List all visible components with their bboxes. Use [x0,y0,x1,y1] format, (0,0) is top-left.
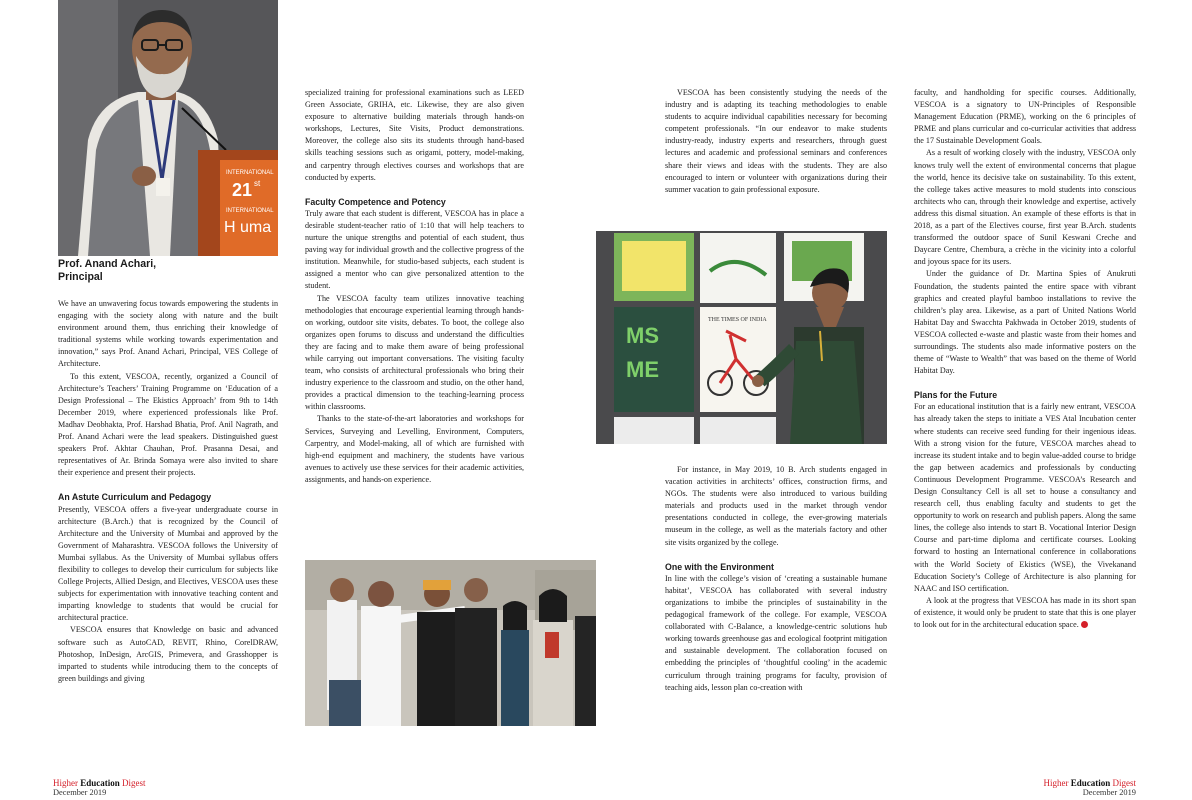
column-4 [914,87,1136,631]
caption-title: Principal [58,271,103,283]
paragraph: Presently, VESCOA offers a five-year undergraduate course in architecture (B.Arch.) that is recognized by the Council of Architecture and the University of Mumbai and approved by the Government of Maharashtra. VESCOA follows the University of Mumbai syllabus. As the University of Mumbai syllabus offers flexibility to colleges to develop their curriculum for subjects like College Projects, Allied Design, and Electives, VESCOA uses these subjects for experimentation with innovative teaching content and imparting knowledge to students that would be crucial for architectural practice. [58,504,278,623]
brand-name-part: Higher [53,778,78,788]
podium-text-1: INTERNATIONAL [226,170,274,176]
podium-text-2: 21 [232,180,253,200]
poster-text-times: THE TIMES OF INDIA [708,317,767,323]
section-heading: Faculty Competence and Potency [305,196,446,207]
poster-text-me: ME [626,357,659,382]
poster-exhibit-photo [596,231,887,444]
paragraph: faculty, and handholding for specific courses. Additionally, VESCOA is a signatory to UN-Principles of Responsible Management Education (PRME), working on the 6 principles of PRME and plans curricular and co-curricular activities that address the 17 Sustainable Development Goals. [914,88,1136,146]
paragraph: For an educational institution that is a fairly new entrant, VESCOA has already taken the steps to initiate a VES Atal Incubation center where students can receive seed funding for their ingenious ideas. With a strong vision for the future, VESCOA marches ahead to increase its student intake and to begin value-added course to bridge the gap between academics and professionals by conducting Continuous Development Programme. VESCOA’s Research and Design Consultancy Cell is all set to house a consultancy and research cell, thus enabling faculty and students to get the opportunity to work on research and publish papers. Along the same lines, the college also intends to start B. Vocational Interior Design Course and part-time diploma and certificate courses. Looking forward to hosting an International conference in collaborations with the World Society of Ekistics (WSE), the Vivekanand Education Society’s College of Architecture is also planning for NAAC and ISO certification. [914,402,1136,593]
footer-right [1043,778,1136,798]
paragraph: VESCOA ensures that Knowledge on basic and advanced software such as AutoCAD, REVIT, Rhino, CorelDRAW, Photoshop, InDesign, ArcGIS, Primevera, and Grasshopper is imparted to students while introducing them to the concepts of green buildings and giving [58,625,278,683]
paragraph: Truly aware that each student is different, VESCOA has in place a desirable student-teacher ratio of 1:10 that will help teachers to nurture the unique strengths and potential of each student, thus paving way for individual growth and the collective progress of the institution. Meanwhile, for studio-based subjects, each student is assigned a mentor who can give personalized attention to the student. [305,208,524,291]
issue-date: December 2019 [1082,788,1136,797]
paragraph: For instance, in May 2019, 10 B. Arch students engaged in vacation activities in architects’ offices, construction firms, and NGOs. The students were also introduced to various building materials and products used in the market through vendor presentations conducted in college, the ever-growing materials museum in the college, as well as the materials factory and other site visits organized by the college. [665,465,887,547]
brand-name-part: Digest [1112,778,1136,788]
paragraph: VESCOA has been consistently studying the needs of the industry and is adapting its teaching methodologies to enable students to acquire individual capabilities necessary for becoming competent professionals. “In our endeavor to make students industry-ready, industry experts and researchers, through guest lectures and academic and professional seminars and conferences share their views and ideas with the students. They are also encouraged to intern or volunteer with organizations during their summer vacation to gain professional exposure. [665,88,887,194]
podium-text-5: H uma [224,219,272,236]
issue-date: December 2019 [53,788,107,797]
closing-paragraph [914,595,1136,631]
paragraph: Thanks to the state-of-the-art laboratories and workshops for Services, Surveying and Levelling, Environment, Computers, Carpentry, and Model-making, all of which are furnished with high-end equipment and machinery, the students have various avenues to actively use these services for their academic activities, assignments, and hands-on experience. [305,414,524,484]
photo-caption [58,258,156,284]
poster-text-ms: MS [626,323,659,348]
brand-name-part: Digest [122,778,146,788]
section-heading: One with the Environment [665,561,774,572]
section-heading: Plans for the Future [914,390,998,401]
section-heading: An Astute Curriculum and Pedagogy [58,492,212,503]
footer-left [53,778,146,798]
principal-photo [58,0,278,256]
paragraph: As a result of working closely with the industry, VESCOA only knows truly well the extent of environmental concerns that plague the world, hence its decisive take on sustainability. To this extent, the college takes active measures to mold students into conscious architects who can, through their knowledge and expertise, actively address this dismal situation. An example of these efforts is that in 2018, as a part of the Electives course, first year B.Arch. students transformed the outdoor space of Sunil Keswani Creche and Daycare Centre, Chembura, a crèche in the vicinity into a colorful and joyous space for its users. [914,148,1136,267]
column-3-top [665,87,887,196]
paragraph-text: A look at the progress that VESCOA has made in its short span of existence, it would only be prudent to state that this is one player to look out for in the architectural education space. [914,595,1136,630]
podium-text-3: st [254,179,261,188]
right-page [596,0,1192,800]
end-mark-icon [1081,621,1088,628]
caption-name: Prof. Anand Achari, [58,258,157,270]
paragraph: The VESCOA faculty team utilizes innovative teaching methodologies that encourage experiential learning through hands-on working, outdoor site visits, debates. To boot, the college also organizes open forums to discuss and understand the difficulties they are facing and to make them aware of being professional while carrying out important conversations. The visiting faculty team, who consists of architectural professionals who bring their industry experience to the classroom and studio, on the other hand, provides a practical dimension to the teaching-learning process within classrooms. [305,293,524,412]
paragraph: Under the guidance of Dr. Martina Spies of Anukruti Foundation, the students painted the entire space with vibrant graphics and created playful bamboo installations to revive the children’s play area. Likewise, as a part of United Nations World Habitat Day and Swacchta Pakhwada in October 2019, students of VESCOA collected e-waste and plastic waste from their homes and surroundings. The students also made informative posters on the theme of “Waste to Wealth” that was based on the theme of World Habitat Day. [914,269,1136,376]
campus-visit-photo [305,560,610,726]
brand-name-part: Education [80,778,120,788]
paragraph: specialized training for professional examinations such as LEED Green Associate, GRIHA, etc. Likewise, they are also given exposure to alternative building materials through hands-on workshops, Lectures, Site Visits, Product demonstrations. Moreover, the college also sits its students through hand-based skills teaching sessions such as origami, pottery, model-making, and carpentry through electives courses and workshops that are conducted by experts. [305,88,524,182]
paragraph: We have an unwavering focus towards empowering the students in engaging with the society along with nature and the built environment around them, thus enriching their knowledge of traditional systems while working towards experimentation and innovation,” says Prof. Anand Achari, Principal, VES College of Architecture. [58,299,278,369]
brand-name-part: Education [1070,778,1111,788]
brand-name-part: Higher [1043,778,1069,788]
column-2 [305,87,524,486]
paragraph: To this extent, VESCOA, recently, organized a Council of Architecture’s Teachers’ Training Programme on ‘Education of a Design Professional – The Ekistics Approach’ from 9th to 14th December 2019, where experienced professionals like Prof. Madhav Deobhakta, Prof. Harshad Bhatia, Prof. Anil Nagrath, and Prof. Anand Achari were the lead speakers. Distinguished guest speakers Prof. Akhtar Chauhan, Prof. Prasanna Desai, and representatives of Ar. Brinda Somaya were also invited to share their experience and present their projects. [58,371,278,478]
column-1 [58,298,278,685]
paragraph: In line with the college’s vision of ‘creating a sustainable humane habitat’, VESCOA has collaborated with several industry organizations to imbibe the principles of sustainability in the pedagogical framework of the college. For example, VESCOA collaborated with C-Balance, a knowledge-centric solutions hub working towards greenhouse gas and ecological footprint mitigation and sustainable development. The collaboration focused on embedding the principles of ‘thoughtful cooling’ in the academic curriculum through training programs for faculty, provision of teaching aids, lesson plan co-creation with [665,573,887,692]
podium-text-4: INTERNATIONAL [226,208,274,214]
column-3-bottom [665,464,887,694]
